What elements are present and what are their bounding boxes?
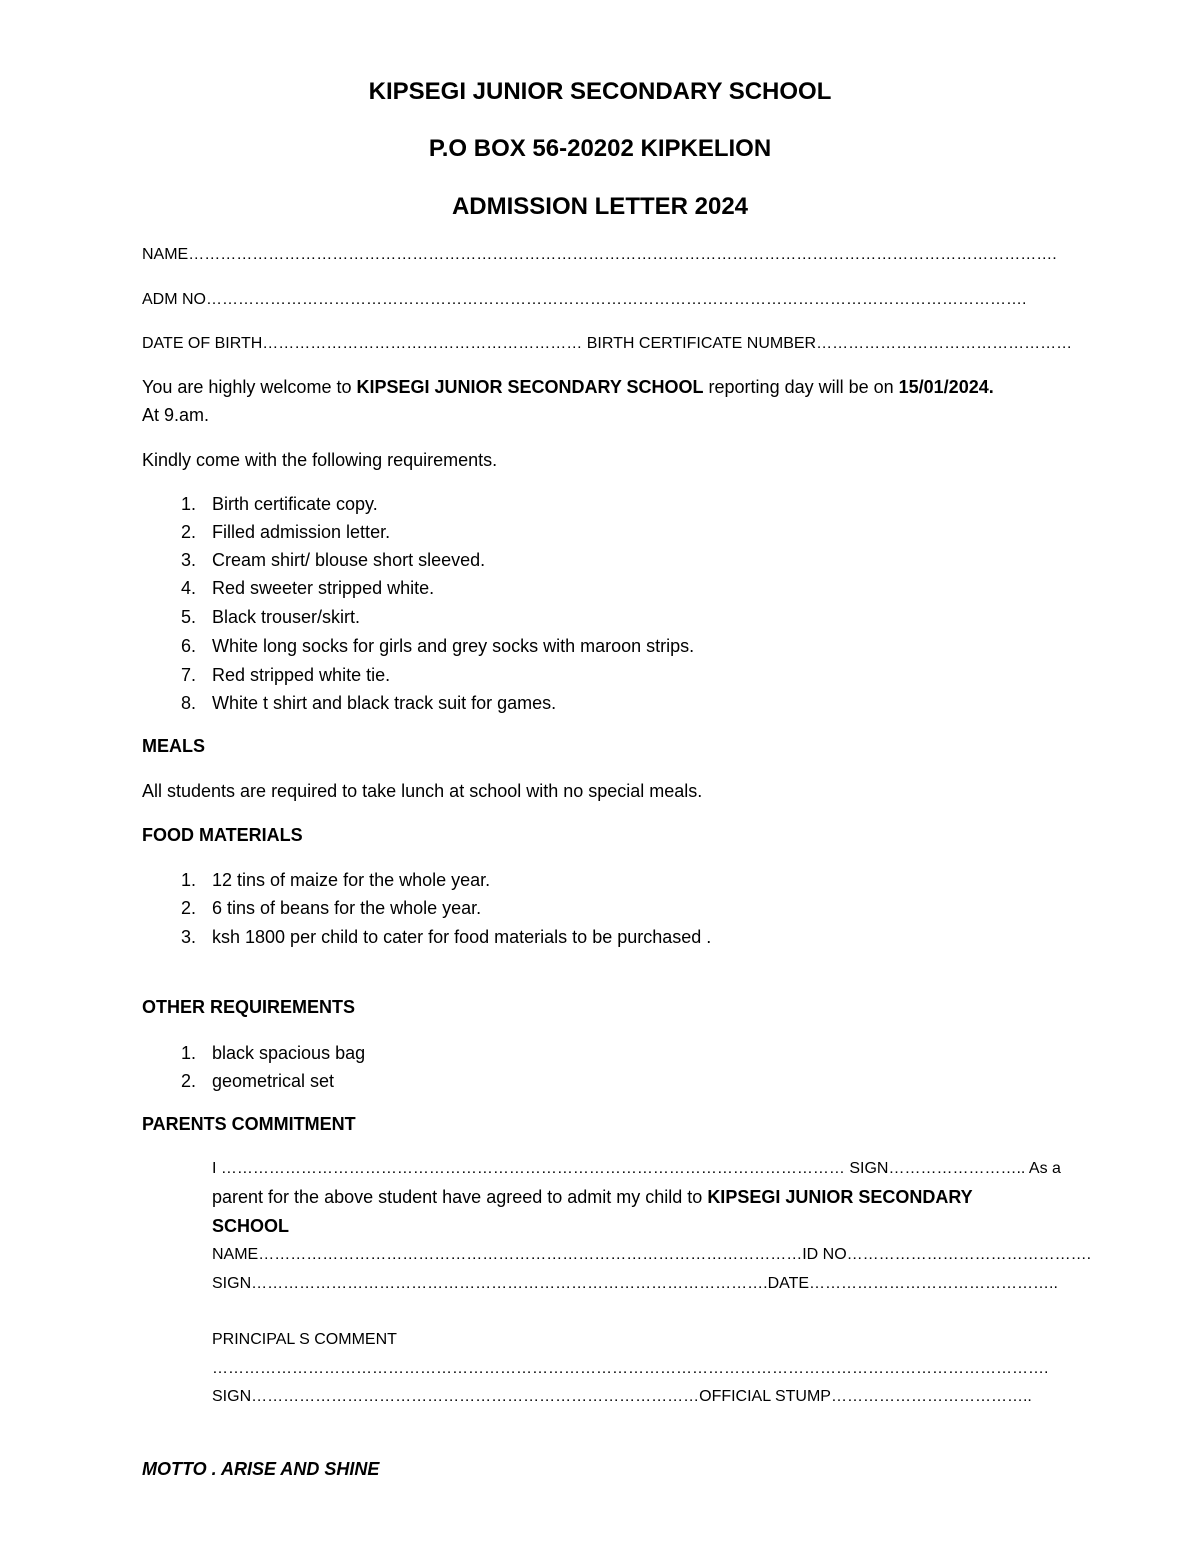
- list-number: 1.: [180, 494, 196, 514]
- list-number: 1.: [180, 870, 196, 890]
- letter-title: ADMISSION LETTER 2024: [451, 193, 749, 220]
- meals-heading: MEALS: [142, 736, 205, 756]
- commitment-text: parent for the above student have agreed to admit my child to: [212, 1187, 708, 1207]
- list-number: 2.: [180, 522, 196, 542]
- list-item: Birth certificate copy.: [212, 494, 378, 514]
- principal-sign-line: SIGN…………………………………………………………………………OFFICIAL STUMP………………………………..: [212, 1388, 1032, 1405]
- reporting-date: 15/01/2024: [898, 377, 989, 397]
- dob-field: DATE OF BIRTH…………………………………………………… BIRTH CERTIFICATE NUMBER…………………………………………: [142, 335, 1073, 352]
- list-number: 6.: [180, 636, 196, 656]
- list-number: 1.: [180, 1043, 196, 1063]
- list-number: 7.: [180, 665, 196, 685]
- adm-no-field: ADM NO……………………………………………………………………………………………………………………………………….: [142, 291, 1027, 308]
- principal-comment-heading: PRINCIPAL S COMMENT: [212, 1331, 397, 1348]
- list-number: 2.: [180, 1071, 196, 1091]
- reporting-time: At 9.am.: [142, 405, 210, 425]
- list-number: 5.: [180, 607, 196, 627]
- list-number: 3.: [180, 550, 196, 570]
- parent-name-line: NAME…………………………………………………………………………………………ID NO……………………………………….: [212, 1246, 1092, 1263]
- list-item: White t shirt and black track suit for games.: [212, 693, 557, 713]
- welcome-part2: reporting day will be on: [703, 377, 899, 397]
- list-item: ksh 1800 per child to cater for food materials to be purchased .: [212, 927, 712, 947]
- list-number: 8.: [180, 693, 196, 713]
- commitment-school: KIPSEGI JUNIOR SECONDARY: [707, 1187, 973, 1207]
- list-item: Cream shirt/ blouse short sleeved.: [212, 550, 486, 570]
- list-item: Black trouser/skirt.: [212, 607, 361, 627]
- list-item: 6 tins of beans for the whole year.: [212, 898, 482, 918]
- principal-comment-dots: ………………………………………………………………………………………………………………………………………….: [212, 1360, 1049, 1377]
- list-item: Red sweeter stripped white.: [212, 578, 435, 598]
- food-heading: FOOD MATERIALS: [142, 825, 303, 845]
- list-item: Filled admission letter.: [212, 522, 391, 542]
- school-motto: MOTTO . ARISE AND SHINE: [142, 1459, 380, 1479]
- list-number: 4.: [180, 578, 196, 598]
- name-field: NAME……………………………………………………………………………………………………………………………………………….: [142, 246, 1057, 263]
- requirements-intro: Kindly come with the following requirements.: [142, 450, 498, 470]
- welcome-part3: .: [988, 377, 994, 397]
- welcome-part1: You are highly welcome to: [142, 377, 357, 397]
- list-number: 3.: [180, 927, 196, 947]
- commitment-line1: I ……………………………………………………………………………………………………… SIGN…………………….. As a: [212, 1160, 1061, 1177]
- list-item: black spacious bag: [212, 1043, 366, 1063]
- commitment-line2: [212, 1187, 973, 1208]
- meals-text: All students are required to take lunch at school with no special meals.: [142, 781, 703, 801]
- school-address: P.O BOX 56-20202 KIPKELION: [428, 135, 772, 162]
- other-heading: OTHER REQUIREMENTS: [142, 997, 356, 1017]
- welcome-text: [142, 377, 994, 398]
- commitment-heading: PARENTS COMMITMENT: [142, 1114, 356, 1134]
- commitment-school-cont: SCHOOL: [212, 1216, 290, 1236]
- welcome-school: KIPSEGI JUNIOR SECONDARY SCHOOL: [356, 377, 704, 397]
- list-item: White long socks for girls and grey socks with maroon strips.: [212, 636, 695, 656]
- list-item: geometrical set: [212, 1071, 335, 1091]
- list-item: 12 tins of maize for the whole year.: [212, 870, 491, 890]
- parent-sign-line: SIGN…………………………………………………………………………………….DATE………………………………………..: [212, 1275, 1058, 1292]
- school-name: KIPSEGI JUNIOR SECONDARY SCHOOL: [368, 78, 832, 105]
- list-item: Red stripped white tie.: [212, 665, 391, 685]
- list-number: 2.: [180, 898, 196, 918]
